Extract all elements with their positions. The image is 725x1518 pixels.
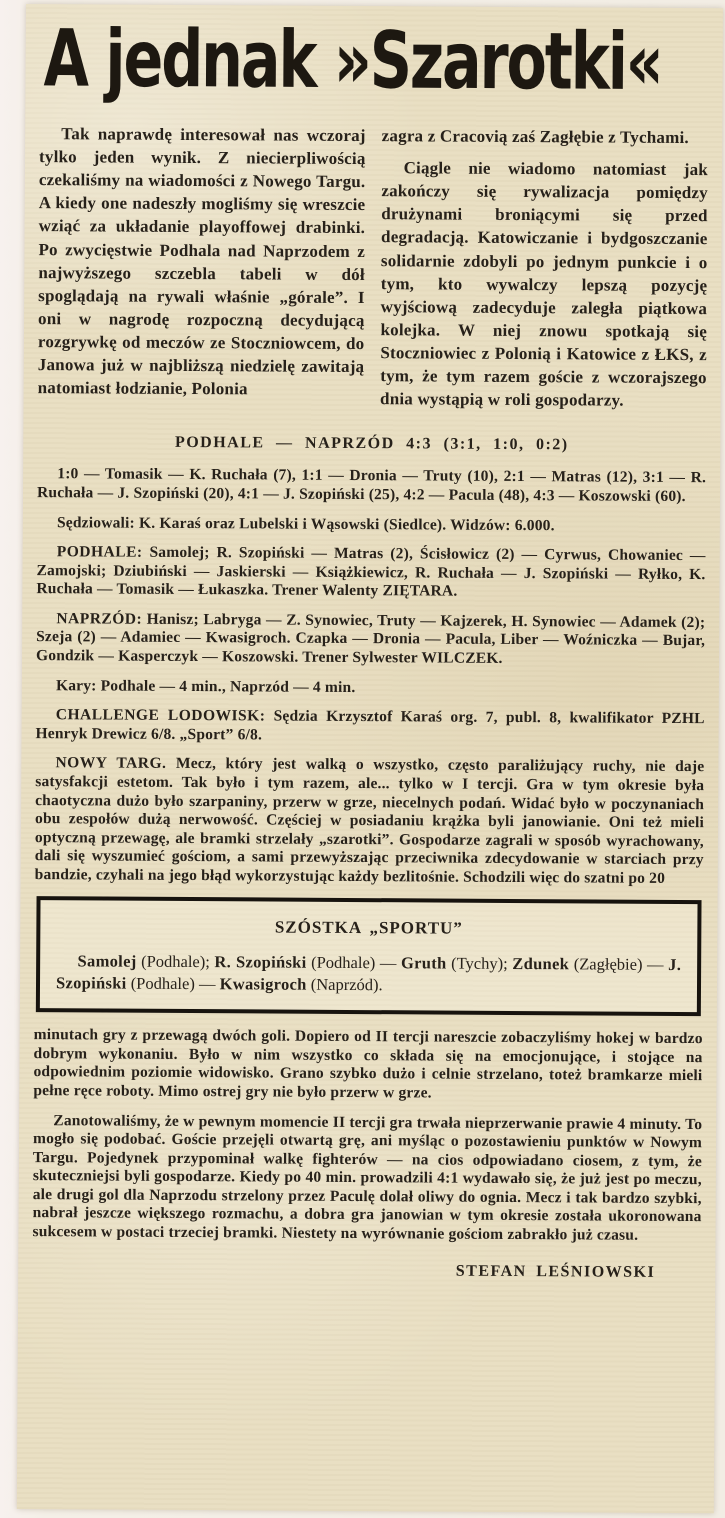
intro-column-right <box>380 124 708 421</box>
naprzod-lead: NAPRZÓD: <box>56 610 143 628</box>
box-name-5: Kwasigroch <box>219 974 307 994</box>
box-name-4: J. Szopiński <box>55 954 682 993</box>
intro-paragraph-left: Tak naprawdę interesował nas wczoraj tylko jeden wynik. Z niecierpliwością czekaliśmy na wiadomości z Nowego Targu. A kiedy one nadeszły mogliśmy się wreszcie wziąć za układanie playoffowej drabinki. Po zwycięstwie Podhala nad Naprzodem z najwyższego szczebla tabeli w dół spoglądają na rywali właśnie „górale”. I oni w nagrodę rozpoczną decydującą rozgrywkę od meczów ze Stoczniowcem, do Janowa już w najbliższą niedzielę zawitają natomiast łodzianie, Polonia <box>37 124 366 399</box>
podhale-lineup <box>36 543 705 603</box>
referees-lead: Sędziowali: <box>56 513 136 532</box>
newspaper-clipping <box>17 4 723 1513</box>
match-report-paragraph-1 <box>35 755 705 889</box>
intro-columns <box>37 122 708 421</box>
challenge-line <box>35 706 704 747</box>
box-name-2: Gruth <box>400 952 447 973</box>
report1-lead: NOWY TARG. <box>55 754 167 773</box>
penalties-line <box>36 677 705 700</box>
podhale-lead: PODHALE: <box>56 543 143 561</box>
goals-line: 1:0 — Tomasik — K. Ruchała (7), 1:1 — Dronia — Truty (10), 2:1 — Matras (12), 3:1 — R. Ruchała — J. Szopiński (20), 4:1 — J. Szopiński (25), 4:2 — Pacula (48), 4:3 — Koszowski (60). <box>36 465 707 505</box>
podhale-text: Samolej; R. Szopiński — Matras (2), Ścisłowicz (2) — Cyrwus, Chowaniec — Zamojski; Dziubiński — Jaskierski — Książkiewicz, R. Ruchała — J. Szopiński — Ryłko, K. Ruchała — Tomasik — Łukaszka. Trener Walenty ZIĘTARA. <box>36 543 706 600</box>
naprzod-lineup <box>36 610 705 670</box>
report1-text: Mecz, który jest walką o wszystko, często paraliżujący ruchy, nie daje satysfakcji estetom. Tak było i tym razem, ale... tylko w I tercji. Gra w tym okresie była chaotyczna dużo było szarpaniny, przerw w grze, niecelnych podań. Widać było w poczynaniach obu zespołów dużą nerwowość. Częściej w posiadaniu krążka byli janowianie. Oni też mieli optyczną przewagę, ale bramki strzelały „szarotki”. Gospodarze zagrali w sposób wyrachowany, dali się wyszumieć gościom, a sami przewyższając przeciwnika zdecydowanie w starciach przy bandzie, czyhali na jego błąd wykorzystując każdy bezlitośnie. Schodzili więc do szatni po 20 <box>34 755 705 887</box>
match-report-paragraph-3: Zanotowaliśmy, że w pewnym momencie II tercji gra trwała nieprzerwanie prawie 4 minuty. To mogło się podobać. Goście przejęli otwartą grę, ani myśląc o pozostawieniu punktów w Nowym Targu. Pojedynek przypominał walkę fighterów — na cios odpowiadano ciosem, z tym, że skuteczniejsi byli gospodarze. Kiedy po 40 min. prowadzili 4:1 wydawało się, że już jest po meczu, ale drugi gol dla Naprzodu strzelony przez Paculę dolał oliwy do ognia. Mecz i tak bardzo szybki, nabrał jeszcze większego rozmachu, a dobra gra janowian w tym okresie została ukoronowana sukcesem w postaci trzeciej bramki. Niestety na wyrównanie gościom zabrakło już czasu. <box>32 1111 703 1244</box>
box-rest-4: (Podhale) — <box>126 973 220 994</box>
box-rest-0: (Podhale); <box>136 951 215 971</box>
box-name-1: R. Szopiński <box>214 951 307 972</box>
intro-paragraph-right: Ciągle nie wiadomo natomiast jak zakończy się rywalizacja pomiędzy drużynami broniącymi się przed degradacją. Katowiczanie i bydgoszczanie solidarnie zdobyli po jednym punkcie i o tym, kto wywalczy lepszą pozycję wyjściową zadecyduje zaległa piątkowa kolejka. W niej znowu spotkają się Stoczniowiec z Polonią i Katowice z ŁKS, z tym, że tym razem goście z wczorajszego dnia wystąpią w roli gospodarzy. <box>380 158 709 410</box>
box-rest-1: (Podhale) — <box>306 952 402 972</box>
box-rest-2: (Tychy); <box>446 953 513 973</box>
match-score-header: PODHALE — NAPRZÓD 4:3 (3:1, 1:0, 0:2) <box>174 434 569 454</box>
sport-six-box <box>36 896 702 1017</box>
headline: A jednak »Szarotki« <box>43 13 662 109</box>
box-rest-3: (Zagłębie) — <box>569 953 669 974</box>
referees-text: K. Karaś oraz Lubelski i Wąsowski (Siedlce). Widzów: 6.000. <box>134 514 555 534</box>
intro-column-left <box>37 122 365 419</box>
challenge-text: Sędzia Krzysztof Karaś org. 7, publ. 8, kwalifikator PZHL Henryk Drewicz 6/8. „Sport” 6/8. <box>35 707 705 744</box>
intro-paragraph-right-fragment: zagra z Cracovią zaś Zagłębie z Tychami. <box>381 126 689 148</box>
referees-line <box>37 514 706 537</box>
sport-six-box-title: SZÓSTKA „SPORTU” <box>274 917 463 938</box>
challenge-lead: CHALLENGE LODOWISK: <box>55 706 266 725</box>
author-signature: STEFAN LEŚNIOWSKI <box>455 1262 656 1281</box>
match-report-paragraph-2: minutach gry z przewagą dwóch goli. Dopiero od II tercji nareszcie zobaczyliśmy hokej w bardzo dobrym wykonaniu. Było w nim wszystko co składa się na emocjonujące, i stojące na odpowiednim poziomie widowisko. Grano szybko dużo i celnie strzelano, toteż bramkarze mieli pełne ręce roboty. Mimo ostrej gry nie było przerw w grze. <box>33 1026 703 1102</box>
box-rest-5: (Naprzód). <box>306 974 383 995</box>
sport-six-box-body <box>56 950 681 998</box>
box-name-0: Samolej <box>77 950 137 971</box>
box-name-3: Zdunek <box>512 953 570 973</box>
naprzod-text: Hanisz; Labryga — Z. Synowiec, Truty — Kajzerek, H. Synowiec — Adamek (2); Szeja (2) — Adamiec — Kwasigroch. Czapka — Dronia — Pacula, Liber — Woźniczka — Bujar, Gondzik — Kasperczyk — Koszowski. Trener Sylwester WILCZEK. <box>35 610 706 667</box>
penalties-text: Podhale — 4 min., Naprzód — 4 min. <box>96 677 356 696</box>
penalties-lead: Kary: <box>55 676 97 695</box>
